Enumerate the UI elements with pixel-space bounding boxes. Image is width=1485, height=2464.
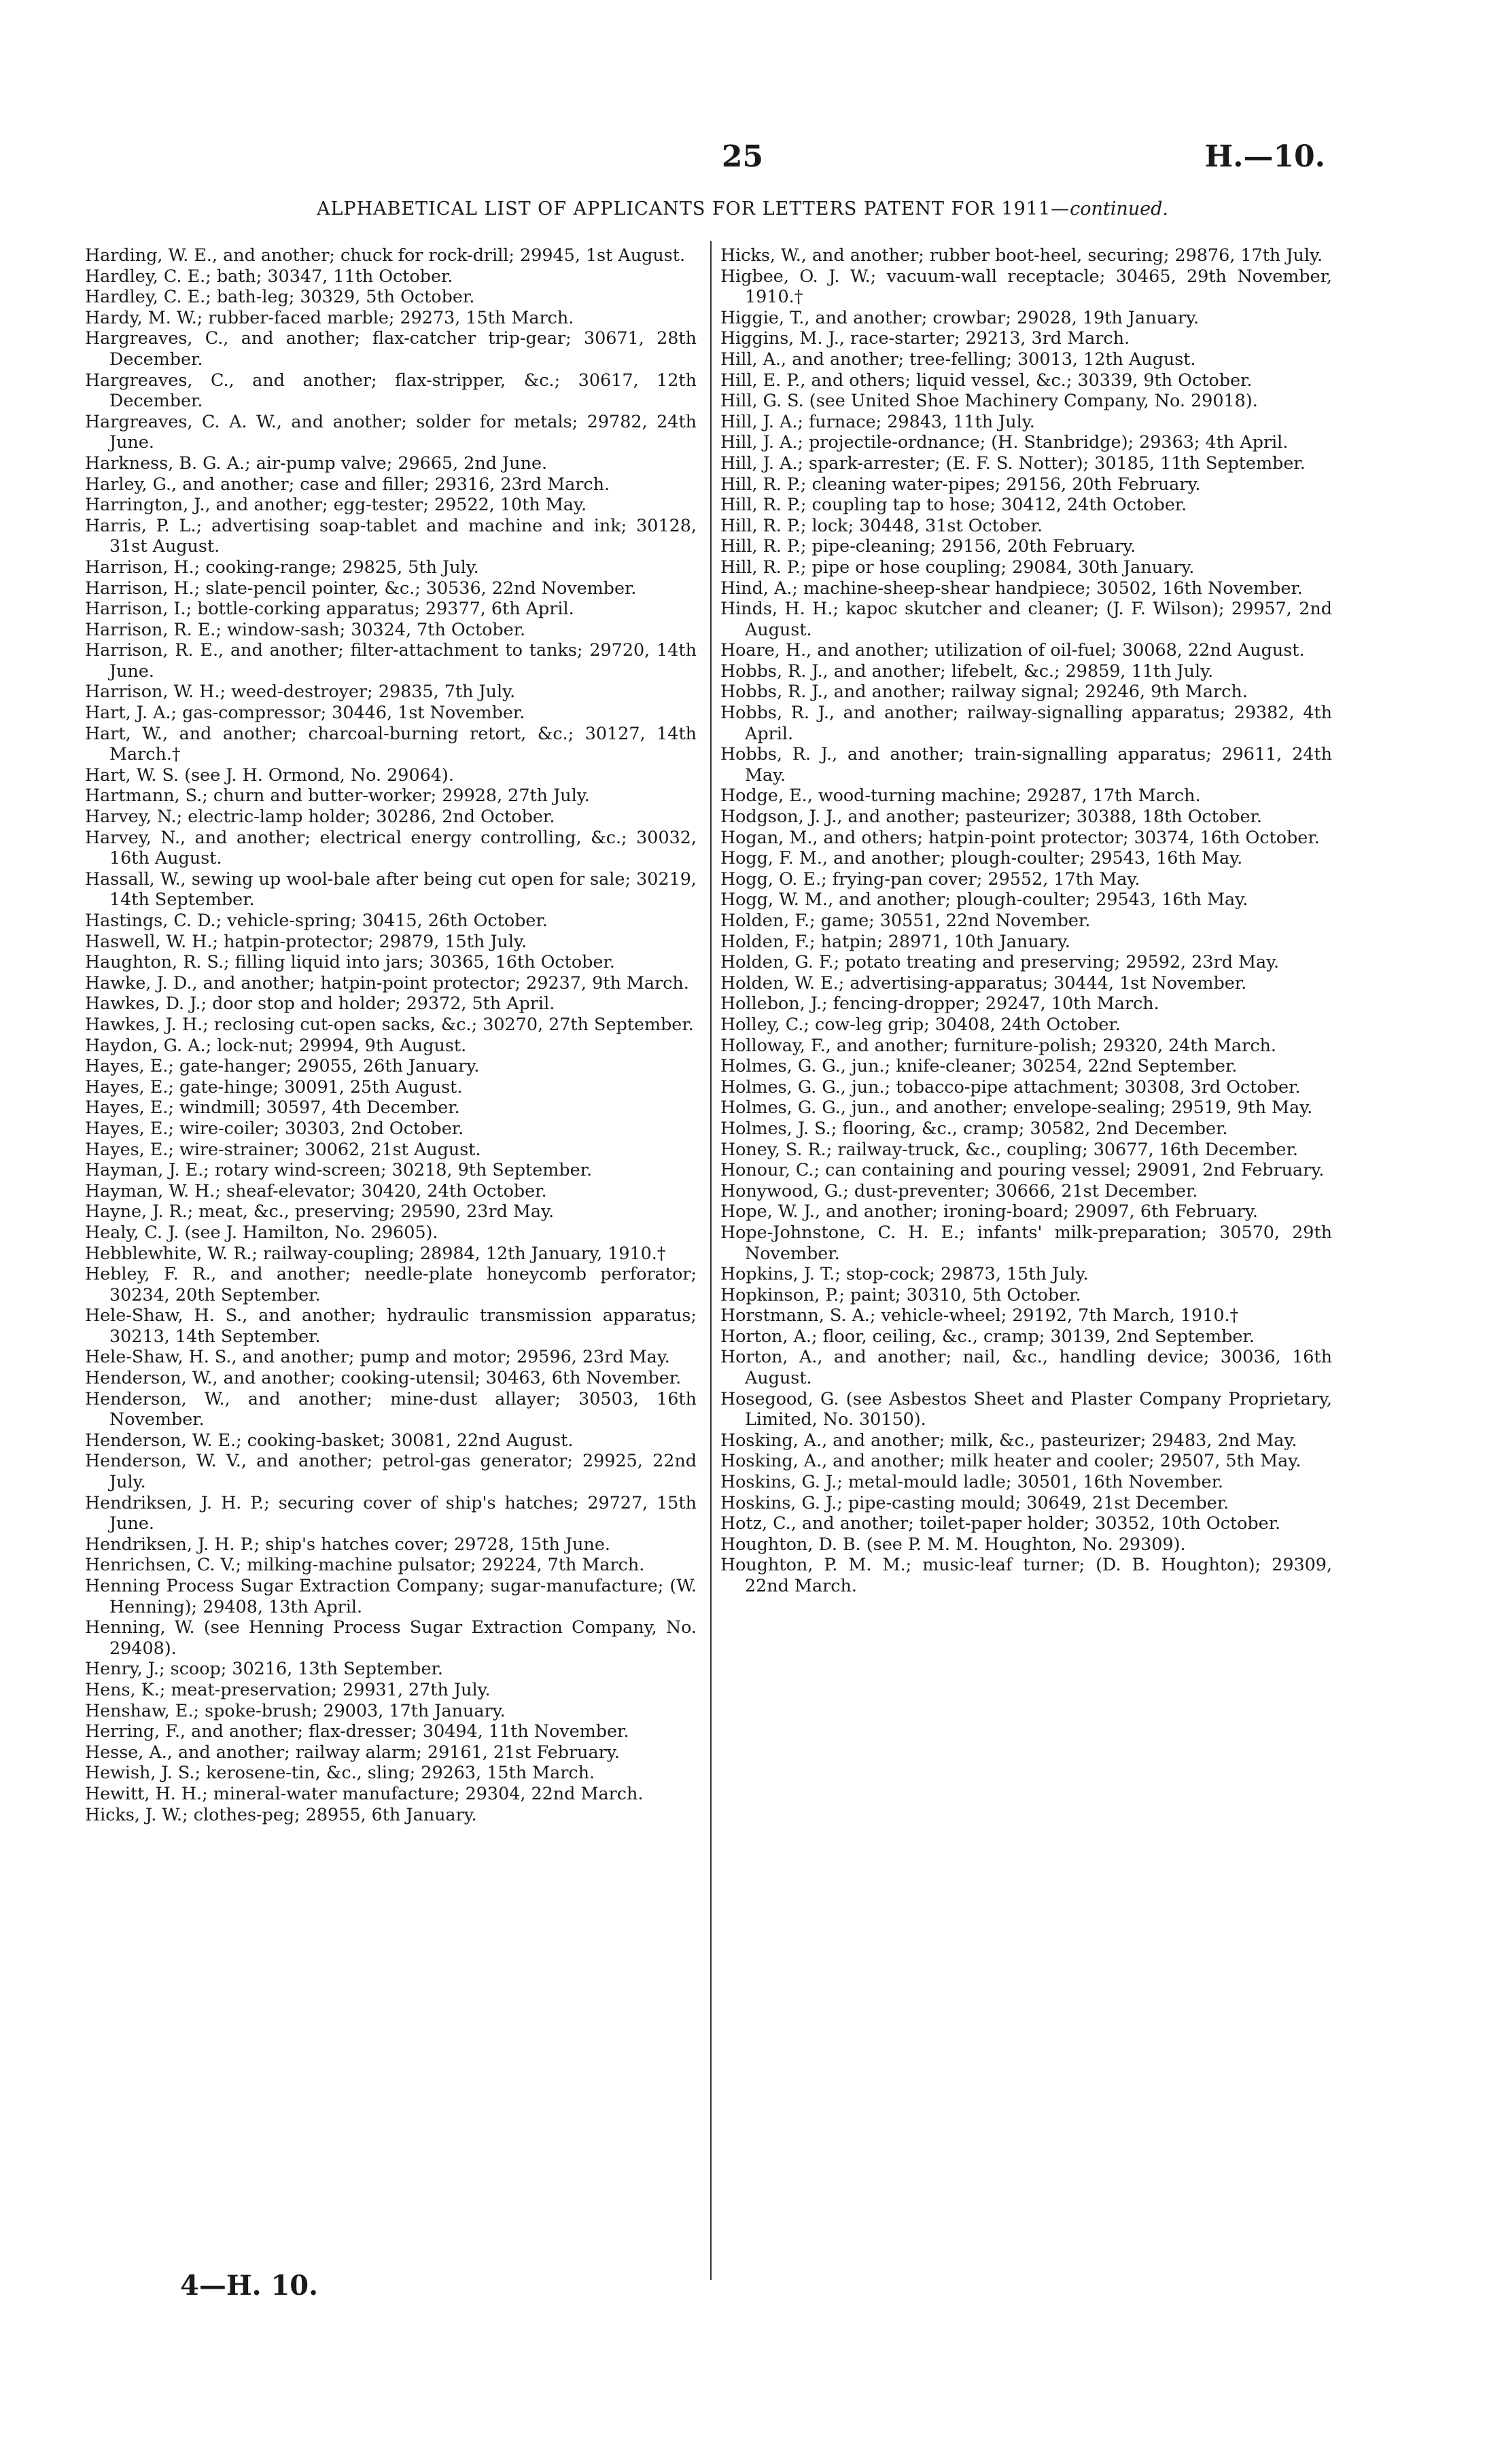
patent-entry: Haughton, R. S.; filling liquid into jars; 30365, 16th October. — [85, 951, 615, 972]
patent-entry: Hart, J. A.; gas-compressor; 30446, 1st November. — [85, 702, 525, 723]
patent-entry: Hendriksen, J. H. P.; ship's hatches cover; 29728, 15th June. — [85, 1533, 610, 1554]
patent-entry: Harvey, N.; electric-lamp holder; 30286, 2nd October. — [85, 806, 555, 827]
patent-entry: Henderson, W. V., and another; petrol-gas generator; 29925, 22nd July. — [85, 1450, 697, 1492]
patent-entry: Hart, W. S. (see J. H. Ormond, No. 29064). — [85, 764, 454, 785]
patent-entry: Hopkinson, P.; paint; 30310, 5th October. — [720, 1284, 1081, 1305]
patent-entry: Harrison, W. H.; weed-destroyer; 29835, 7th July. — [85, 681, 516, 702]
patent-entry: Honour, C.; can containing and pouring vessel; 29091, 2nd February. — [720, 1159, 1325, 1180]
patent-entry: Hargreaves, C., and another; flax-catcher trip-gear; 30671, 28th December. — [85, 328, 697, 369]
patent-entry: Hill, A., and another; tree-felling; 30013, 12th August. — [720, 348, 1196, 369]
patent-entry: Henderson, W., and another; cooking-utensil; 30463, 6th November. — [85, 1367, 682, 1388]
patent-entry: Houghton, P. M. M.; music-leaf turner; (D. B. Houghton); 29309, 22nd March. — [720, 1554, 1332, 1596]
patent-entry: Henning, W. (see Henning Process Sugar Extraction Company, No. 29408). — [85, 1617, 697, 1658]
patent-entry: Harrison, I.; bottle-corking apparatus; 29377, 6th April. — [85, 598, 574, 619]
patent-entry: Hosking, A., and another; milk, &c., pasteurizer; 29483, 2nd May. — [720, 1429, 1297, 1450]
patent-entry: Holloway, F., and another; furniture-polish; 29320, 24th March. — [720, 1034, 1276, 1055]
patent-entry: Hardley, C. E.; bath; 30347, 11th October. — [85, 265, 453, 286]
patent-entry: Holmes, J. S.; flooring, &c., cramp; 30582, 2nd December. — [720, 1117, 1228, 1138]
patent-entry: Hollebon, J.; fencing-dropper; 29247, 10th March. — [720, 993, 1159, 1014]
patent-entry: Herring, F., and another; flax-dresser; 30494, 11th November. — [85, 1721, 629, 1742]
patent-entry: Hayes, E.; wire-strainer; 30062, 21st August. — [85, 1138, 481, 1159]
patent-entry: Holley, C.; cow-leg grip; 30408, 24th October. — [720, 1013, 1121, 1034]
patent-entry: Hayes, E.; windmill; 30597, 4th December. — [85, 1097, 460, 1118]
patent-entry: Hobbs, R. J., and another; train-signalling apparatus; 29611, 24th May. — [720, 743, 1332, 785]
patent-entry: Henderson, W., and another; mine-dust allayer; 30503, 16th November. — [85, 1388, 697, 1430]
patent-entry: Hartmann, S.; churn and butter-worker; 29928, 27th July. — [85, 785, 590, 806]
patent-entry: Hargreaves, C., and another; flax-stripper, &c.; 30617, 12th December. — [85, 369, 697, 411]
patent-entry: Hele-Shaw, H. S., and another; hydraulic transmission apparatus; 30213, 14th September. — [85, 1305, 697, 1346]
patent-entry: Henry, J.; scoop; 30216, 13th September. — [85, 1658, 443, 1679]
patent-entry: Hayman, J. E.; rotary wind-screen; 30218, 9th September. — [85, 1159, 593, 1180]
patent-entry: Hill, G. S. (see United Shoe Machinery Company, No. 29018). — [720, 390, 1258, 411]
patent-entry: Hopkins, J. T.; stop-cock; 29873, 15th July. — [720, 1263, 1089, 1284]
patent-entry: Henderson, W. E.; cooking-basket; 30081, 22nd August. — [85, 1429, 574, 1450]
list-title-main: ALPHABETICAL LIST OF APPLICANTS FOR LETTERS PATENT FOR 1911— — [316, 198, 1070, 219]
patent-entry: Hayes, E.; wire-coiler; 30303, 2nd October. — [85, 1117, 464, 1138]
patent-entry: Harkness, B. G. A.; air-pump valve; 29665, 2nd June. — [85, 452, 548, 473]
patent-entry: Hoskins, G. J.; pipe-casting mould; 30649, 21st December. — [720, 1492, 1229, 1513]
patent-entry: Holden, F.; hatpin; 28971, 10th January. — [720, 930, 1070, 951]
patent-entry: Holden, W. E.; advertising-apparatus; 30444, 1st November. — [720, 972, 1247, 993]
patent-entry: Hosking, A., and another; milk heater and cooler; 29507, 5th May. — [720, 1450, 1301, 1471]
patent-entry: Horton, A., and another; nail, &c., handling device; 30036, 16th August. — [720, 1346, 1332, 1388]
patent-entry: Henshaw, E.; spoke-brush; 29003, 17th January. — [85, 1700, 506, 1721]
patent-entry: Harrington, J., and another; egg-tester; 29522, 10th May. — [85, 494, 587, 515]
patent-entry: Hoare, H., and another; utilization of oil-fuel; 30068, 22nd August. — [720, 639, 1305, 661]
document-code: H.—10. — [1204, 139, 1325, 174]
patent-entry: Haydon, G. A.; lock-nut; 29994, 9th August. — [85, 1034, 467, 1055]
patent-entry: Haswell, W. H.; hatpin-protector; 29879, 15th July. — [85, 930, 527, 951]
patent-entry: Hogg, O. E.; frying-pan cover; 29552, 17th May. — [720, 868, 1140, 889]
patent-entry: Hargreaves, C. A. W., and another; solder for metals; 29782, 24th June. — [85, 410, 697, 453]
patent-entry: Hosegood, G. (see Asbestos Sheet and Plaster Company Proprietary, Limited, No. 30150). — [720, 1388, 1332, 1430]
patent-entry: Hogg, W. M., and another; plough-coulter; 29543, 16th May. — [720, 889, 1248, 910]
patent-entry: Hogan, M., and others; hatpin-point protector; 30374, 16th October. — [720, 826, 1320, 847]
patent-entry: Hayne, J. R.; meat, &c., preserving; 29590, 23rd May. — [85, 1201, 555, 1222]
patent-entry: Higgins, M. J., race-starter; 29213, 3rd March. — [720, 328, 1130, 349]
patent-entry: Harrison, H.; cooking-range; 29825, 5th July. — [85, 556, 479, 577]
patent-entry: Hayman, W. H.; sheaf-elevator; 30420, 24th October. — [85, 1180, 547, 1201]
patent-entry: Horstmann, S. A.; vehicle-wheel; 29192, 7th March, 1910.† — [720, 1305, 1239, 1326]
patent-entry: Harris, P. L.; advertising soap-tablet and machine and ink; 30128, 31st August. — [85, 514, 697, 557]
patent-entry: Hewitt, H. H.; mineral-water manufacture; 29304, 22nd March. — [85, 1782, 644, 1803]
patent-entry: Hill, R. P.; pipe or hose coupling; 29084, 30th January. — [720, 556, 1195, 577]
patent-entry: Horton, A.; floor, ceiling, &c., cramp; 30139, 2nd September. — [720, 1325, 1255, 1346]
patent-entry: Hart, W., and another; charcoal-burning retort, &c.; 30127, 14th March.† — [85, 722, 697, 764]
patent-entry: Hill, E. P., and others; liquid vessel, &c.; 30339, 9th October. — [720, 369, 1253, 390]
patent-entry: Hele-Shaw, H. S., and another; pump and motor; 29596, 23rd May. — [85, 1346, 670, 1367]
patent-entry: Holmes, G. G., jun.; knife-cleaner; 30254, 22nd September. — [720, 1055, 1238, 1076]
patent-entry: Hill, J. A.; furnace; 29843, 11th July. — [720, 410, 1035, 432]
patent-entry: Hobbs, R. J., and another; railway signal; 29246, 9th March. — [720, 681, 1248, 702]
patent-entry: Higgie, T., and another; crowbar; 29028, 19th January. — [720, 306, 1200, 328]
patent-entry: Hodge, E., wood-turning machine; 29287, 17th March. — [720, 785, 1201, 806]
patent-entry: Hodgson, J. J., and another; pasteurizer; 30388, 18th October. — [720, 806, 1262, 827]
patent-entry: Hayes, E.; gate-hanger; 29055, 26th January. — [85, 1055, 480, 1076]
patent-entry: Healy, C. J. (see J. Hamilton, No. 29605). — [85, 1221, 438, 1242]
patent-entry: Hawkes, D. J.; door stop and holder; 29372, 5th April. — [85, 993, 555, 1014]
patent-entry: Hebblewhite, W. R.; railway-coupling; 28984, 12th January, 1910.† — [85, 1242, 666, 1263]
patent-entry: Harvey, N., and another; electrical energy controlling, &c.; 30032, 16th August. — [85, 826, 697, 868]
right-column — [720, 245, 1332, 1596]
patent-entry: Holmes, G. G., jun., and another; envelope-sealing; 29519, 9th May. — [720, 1097, 1313, 1118]
list-title-continued: continued. — [1070, 198, 1169, 219]
patent-entry: Hoskins, G. J.; metal-mould ladle; 30501, 16th November. — [720, 1471, 1223, 1492]
patent-entry: Hill, R. P.; pipe-cleaning; 29156, 20th February. — [720, 535, 1136, 557]
patent-entry: Hicks, W., and another; rubber boot-heel, securing; 29876, 17th July. — [720, 245, 1323, 265]
patent-entry: Henrichsen, C. V.; milking-machine pulsator; 29224, 7th March. — [85, 1554, 645, 1575]
patent-entry: Hastings, C. D.; vehicle-spring; 30415, 26th October. — [85, 910, 548, 930]
patent-entry: Hogg, F. M., and another; plough-coulter; 29543, 16th May. — [720, 847, 1243, 868]
patent-entry: Henning Process Sugar Extraction Company; sugar-manufacture; (W. Henning); 29408, 13th April. — [85, 1575, 697, 1617]
patent-entry: Hill, R. P.; cleaning water-pipes; 29156, 20th February. — [720, 473, 1201, 494]
list-title — [0, 198, 1485, 219]
patent-entry: Honywood, G.; dust-preventer; 30666, 21st December. — [720, 1180, 1198, 1201]
patent-entry: Hotz, C., and another; toilet-paper holder; 30352, 10th October. — [720, 1513, 1281, 1534]
patent-entry: Hicks, J. W.; clothes-peg; 28955, 6th January. — [85, 1803, 477, 1825]
patent-entry: Hobbs, R. J., and another; lifebelt, &c.; 29859, 11th July. — [720, 660, 1214, 681]
patent-entry: Hind, A.; machine-sheep-shear handpiece; 30502, 16th November. — [720, 577, 1303, 598]
patent-entry: Hebley, F. R., and another; needle-plate honeycomb perforator; 30234, 20th September. — [85, 1263, 697, 1305]
patent-entry: Hendriksen, J. H. P.; securing cover of ship's hatches; 29727, 15th June. — [85, 1492, 697, 1534]
patent-entry: Hope, W. J., and another; ironing-board; 29097, 6th February. — [720, 1201, 1258, 1222]
patent-entry: Hobbs, R. J., and another; railway-signalling apparatus; 29382, 4th April. — [720, 702, 1332, 743]
patent-entry: Higbee, O. J. W.; vacuum-wall receptacle; 30465, 29th November, 1910.† — [720, 265, 1332, 307]
patent-entry: Hawkes, J. H.; reclosing cut-open sacks, &c.; 30270, 27th September. — [85, 1013, 694, 1034]
page-number: 25 — [721, 139, 764, 174]
printer-signature: 4—H. 10. — [180, 2270, 319, 2302]
patent-entry: Hewish, J. S.; kerosene-tin, &c., sling; 29263, 15th March. — [85, 1762, 595, 1783]
patent-entry: Harding, W. E., and another; chuck for rock-drill; 29945, 1st August. — [85, 245, 686, 265]
patent-entry: Harley, G., and another; case and filler; 29316, 23rd March. — [85, 473, 610, 494]
patent-entry: Harrison, H.; slate-pencil pointer, &c.; 30536, 22nd November. — [85, 577, 637, 598]
patent-entry: Hill, J. A.; spark-arrester; (E. F. S. Notter); 30185, 11th September. — [720, 452, 1306, 473]
patent-entry: Hill, J. A.; projectile-ordnance; (H. Stanbridge); 29363; 4th April. — [720, 432, 1289, 453]
patent-entry: Hope-Johnstone, C. H. E.; infants' milk-preparation; 30570, 29th November. — [720, 1221, 1332, 1263]
patent-entry: Hawke, J. D., and another; hatpin-point protector; 29237, 9th March. — [85, 972, 689, 993]
patent-entry: Hardy, M. W.; rubber-faced marble; 29273, 15th March. — [85, 306, 574, 328]
patent-entry: Hassall, W., sewing up wool-bale after being cut open for sale; 30219, 14th September. — [85, 868, 697, 910]
patent-entry: Hesse, A., and another; railway alarm; 29161, 21st February. — [85, 1741, 620, 1762]
patent-entry: Hill, R. P.; coupling tap to hose; 30412, 24th October. — [720, 494, 1187, 515]
patent-entry: Hayes, E.; gate-hinge; 30091, 25th August. — [85, 1076, 463, 1097]
patent-entry: Holden, F.; game; 30551, 22nd November. — [720, 910, 1091, 930]
patent-entry: Harrison, R. E.; window-sash; 30324, 7th October. — [85, 618, 526, 639]
patent-entry: Hardley, C. E.; bath-leg; 30329, 5th October. — [85, 286, 475, 307]
patent-entry: Hens, K.; meat-preservation; 29931, 27th July. — [85, 1678, 491, 1700]
left-column — [85, 245, 697, 1825]
patent-entry: Honey, S. R.; railway-truck, &c., coupling; 30677, 16th December. — [720, 1138, 1298, 1159]
patent-entry: Holmes, G. G., jun.; tobacco-pipe attachment; 30308, 3rd October. — [720, 1076, 1301, 1097]
column-divider — [710, 241, 712, 2280]
patent-entry: Hinds, H. H.; kapoc skutcher and cleaner; (J. F. Wilson); 29957, 2nd August. — [720, 598, 1332, 639]
patent-entry: Houghton, D. B. (see P. M. M. Houghton, No. 29309). — [720, 1533, 1186, 1554]
patent-entry: Harrison, R. E., and another; filter-attachment to tanks; 29720, 14th June. — [85, 639, 697, 681]
patent-entry: Holden, G. F.; potato treating and preserving; 29592, 23rd May. — [720, 951, 1280, 972]
patent-entry: Hill, R. P.; lock; 30448, 31st October. — [720, 514, 1043, 535]
